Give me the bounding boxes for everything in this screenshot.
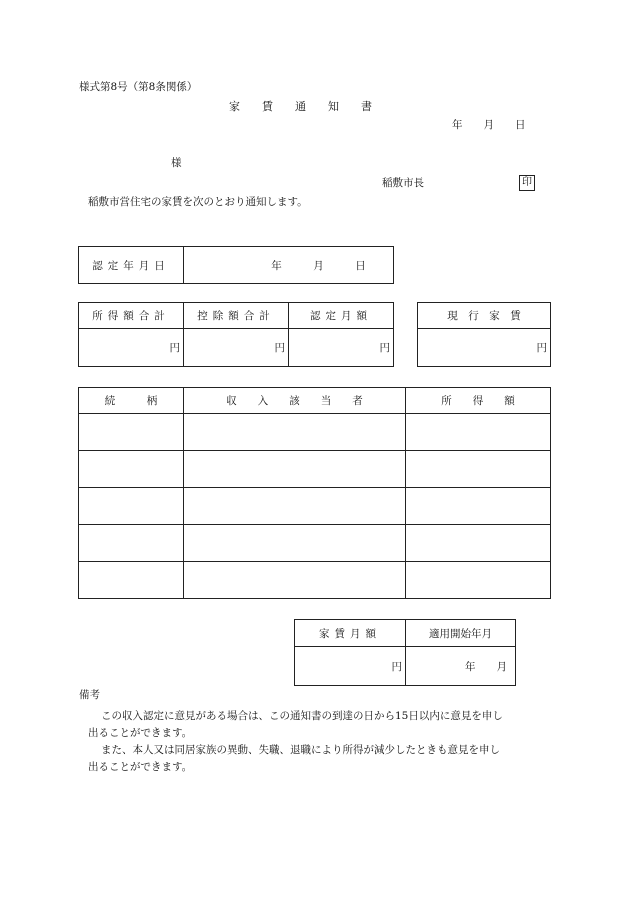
table-row	[79, 414, 551, 451]
income-header: 所 得 額	[406, 388, 551, 414]
relationship-cell[interactable]	[79, 525, 184, 562]
notes-line-4: 出ることができます。	[88, 761, 193, 773]
notes-line-3: また、本人又は同居家族の異動、失職、退職により所得が減少したときも意見を申し	[101, 744, 500, 756]
notes-line-2: 出ることができます。	[88, 727, 193, 739]
table-row	[79, 451, 551, 488]
current-rent-value: 円	[418, 329, 551, 367]
earner-cell[interactable]	[184, 414, 406, 451]
income-cell[interactable]	[406, 488, 551, 525]
current-rent-table	[417, 302, 551, 367]
certified-monthly-value: 円	[289, 329, 394, 367]
monthly-rent-header: 家賃月額	[295, 620, 406, 647]
income-cell[interactable]	[406, 414, 551, 451]
table-row	[79, 488, 551, 525]
current-rent-header: 現 行 家 賃	[418, 303, 551, 329]
deduction-total-value: 円	[184, 329, 289, 367]
amounts-table	[78, 302, 394, 367]
rent-table	[294, 619, 516, 686]
notes-line-1: この収入認定に意見がある場合は、この通知書の到達の日から15日以内に意見を申し	[101, 710, 503, 722]
income-cell[interactable]	[406, 451, 551, 488]
deduction-total-header: 控除額合計	[184, 303, 289, 329]
intro-text: 稲敷市営住宅の家賃を次のとおり通知します。	[88, 196, 308, 208]
members-table	[78, 387, 551, 599]
earner-cell[interactable]	[184, 451, 406, 488]
certified-date-value: 年 月 日	[184, 247, 394, 284]
notes-title: 備考	[79, 689, 100, 701]
issuer-name: 稲敷市長	[382, 177, 424, 189]
table-row	[79, 562, 551, 599]
earner-cell[interactable]	[184, 488, 406, 525]
relationship-cell[interactable]	[79, 414, 184, 451]
earner-cell[interactable]	[184, 525, 406, 562]
table-row	[79, 525, 551, 562]
form-number: 様式第8号（第8条関係）	[79, 81, 198, 93]
certified-date-table	[78, 246, 394, 284]
start-month-header: 適用開始年月	[406, 620, 516, 647]
certified-monthly-header: 認定月額	[289, 303, 394, 329]
addressee-suffix: 様	[171, 157, 182, 169]
relationship-cell[interactable]	[79, 488, 184, 525]
start-month-value: 年 月	[406, 647, 516, 686]
earner-cell[interactable]	[184, 562, 406, 599]
income-cell[interactable]	[406, 562, 551, 599]
income-cell[interactable]	[406, 525, 551, 562]
monthly-rent-value: 円	[295, 647, 406, 686]
document-title: 家 賃 通 知 書	[229, 100, 372, 113]
seal-mark: 印	[519, 175, 535, 191]
income-total-header: 所得額合計	[79, 303, 184, 329]
relationship-cell[interactable]	[79, 562, 184, 599]
relationship-header: 続 柄	[79, 388, 184, 414]
earner-header: 収 入 該 当 者	[184, 388, 406, 414]
date-line: 年 月 日	[452, 119, 526, 131]
relationship-cell[interactable]	[79, 451, 184, 488]
certified-date-label: 認定年月日	[79, 247, 184, 284]
income-total-value: 円	[79, 329, 184, 367]
